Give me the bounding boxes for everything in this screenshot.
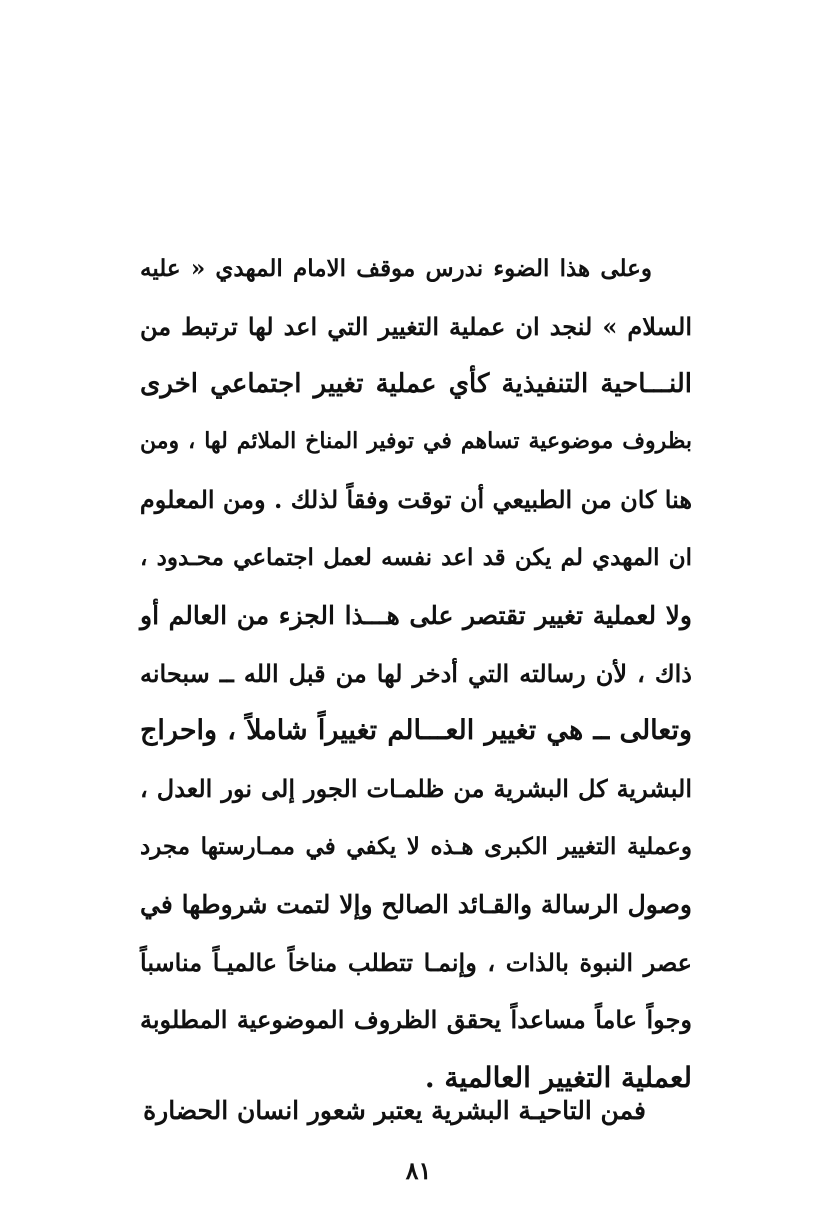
- paragraph-line: بظروف موضوعية تساهم في توفير المناخ الملائم لها ، ومن: [140, 428, 692, 455]
- paragraph-line: وصول الرسالة والقـائد الصالح وإلا لتمت شروطها في: [140, 889, 692, 919]
- paragraph-line: السلام » لنجد ان عملية التغيير التي اعد لها ترتبط من: [140, 311, 692, 341]
- paragraph-line: وعملية التغيير الكبرى هـذه لا يكفي في ممـارستها مجرد: [140, 832, 692, 860]
- paragraph-line: وجواً عاماً مساعداً يحقق الظروف الموضوعية المطلوبة: [140, 1005, 692, 1035]
- paragraph-line: وتعالى ــ هي تغيير العـــالم تغييراً شاملاً ، واحراج: [140, 715, 692, 747]
- page-number: ٨١: [405, 1156, 432, 1185]
- paragraph-line: النـــاحية التنفيذية كأي عملية تغيير اجتماعي اخرى: [140, 368, 692, 399]
- paragraph-line: هنا كان من الطبيعي أن توقت وفقاً لذلك . ومن المعلوم: [139, 485, 692, 515]
- paragraph-2: [140, 1082, 692, 1140]
- paragraph-line: لعملية التغيير العالمية .: [424, 1061, 692, 1095]
- paragraph-line: ان المهدي لم يكن قد اعد نفسه لعمل اجتماعي محـدود ،: [140, 543, 692, 571]
- paragraph-line: ولا لعملية تغيير تقتصر على هـــذا الجزء من العالم أو: [140, 600, 692, 630]
- paragraph-line: عصر النبوة بالذات ، وإنمـا تتطلب مناخاً عالميـاً مناسباً: [140, 947, 692, 977]
- paragraph-line: فمن التاحيـة البشرية يعتبر شعور انسان الحضارة: [143, 1096, 646, 1125]
- paragraph-line: وعلى هذا الضوء ندرس موقف الامام المهدي « عليه: [140, 255, 652, 282]
- paragraph-line: البشرية كل البشرية من ظلمـات الجور إلى نور العدل ،: [140, 774, 692, 804]
- paragraph-line: ذاك ، لأن رسالته التي أدخر لها من قبل الله ــ سبحانه: [140, 658, 692, 688]
- paragraph-1: [140, 240, 692, 1107]
